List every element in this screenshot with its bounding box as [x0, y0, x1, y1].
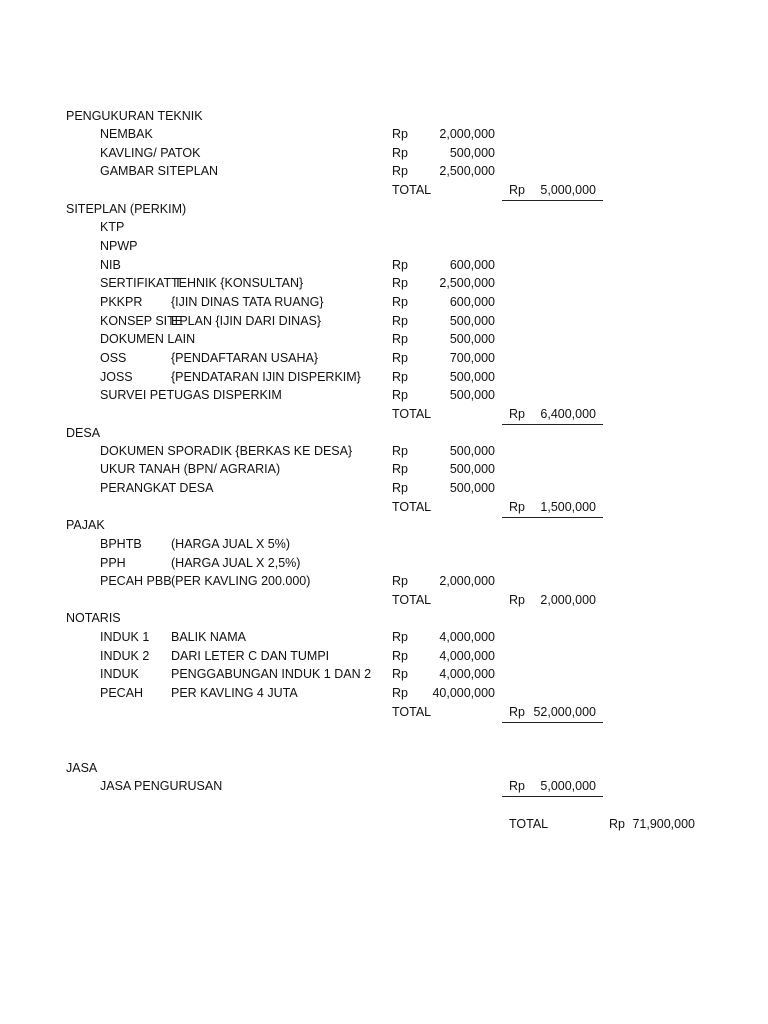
item-name: INDUK: [100, 667, 139, 681]
item-name: KONSEP SITE: [100, 314, 184, 328]
item-amount: 500,000: [449, 462, 495, 476]
currency-label: Rp: [392, 295, 408, 309]
item-note: {PENDAFTARAN USAHA}: [171, 351, 319, 365]
total-label: TOTAL: [392, 593, 432, 607]
currency-label: Rp: [392, 164, 408, 178]
subtotal-amount: 5,000,000: [540, 183, 596, 197]
item-name: DOKUMEN LAIN: [100, 332, 196, 346]
item-amount: 4,000,000: [439, 667, 495, 681]
item-note: EPLAN {IJIN DARI DINAS}: [171, 314, 322, 328]
total-label: TOTAL: [392, 407, 432, 421]
currency-label: Rp: [392, 276, 408, 290]
item-name: BPHTB: [100, 537, 142, 551]
currency-label: Rp: [392, 649, 408, 663]
item-amount: 2,000,000: [439, 127, 495, 141]
item-note: (HARGA JUAL X 5%): [171, 537, 291, 551]
subtotal-amount: 1,500,000: [540, 500, 596, 514]
item-name: PERANGKAT DESA: [100, 481, 214, 495]
item-note: PER KAVLING 4 JUTA: [171, 686, 298, 700]
item-note: BALIK NAMA: [171, 630, 247, 644]
item-amount: 2,500,000: [439, 164, 495, 178]
subtotal-amount: 52,000,000: [533, 705, 596, 719]
currency-label: Rp: [392, 481, 408, 495]
subtotal-amount: 2,000,000: [540, 593, 596, 607]
item-name: KTP: [100, 220, 125, 234]
item-name: UKUR TANAH (BPN/ AGRARIA): [100, 462, 281, 476]
currency-label: Rp: [509, 407, 525, 421]
item-name: NPWP: [100, 239, 138, 253]
item-name: OSS: [100, 351, 127, 365]
item-amount: 600,000: [449, 295, 495, 309]
item-amount: 500,000: [449, 332, 495, 346]
subtotal-amount: 5,000,000: [540, 779, 596, 793]
total-label: TOTAL: [392, 183, 432, 197]
item-amount: 600,000: [449, 258, 495, 272]
item-amount: 500,000: [449, 388, 495, 402]
item-note: TEHNIK {KONSULTAN}: [171, 276, 304, 290]
item-name: JASA PENGURUSAN: [100, 779, 223, 793]
item-note: {PENDATARAN IJIN DISPERKIM}: [171, 370, 361, 384]
item-name: PPH: [100, 556, 126, 570]
subtotal-underline: [502, 424, 603, 425]
item-name: PKKPR: [100, 295, 143, 309]
currency-label: Rp: [509, 183, 525, 197]
item-name: INDUK 1: [100, 630, 150, 644]
subtotal-underline: [502, 796, 603, 797]
subtotal-underline: [502, 200, 603, 201]
currency-label: Rp: [392, 630, 408, 644]
item-name: NEMBAK: [100, 127, 153, 141]
item-amount: 40,000,000: [432, 686, 495, 700]
currency-label: Rp: [392, 332, 408, 346]
item-amount: 2,000,000: [439, 574, 495, 588]
item-name: GAMBAR SITEPLAN: [100, 164, 219, 178]
currency-label: Rp: [392, 258, 408, 272]
item-name: SERTIFIKAT T: [100, 276, 182, 290]
section-title: SITEPLAN (PERKIM): [66, 202, 187, 216]
item-name: PECAH PBB: [100, 574, 172, 588]
item-name: NIB: [100, 258, 121, 272]
item-note: DARI LETER C DAN TUMPI: [171, 649, 330, 663]
item-name: INDUK 2: [100, 649, 150, 663]
item-amount: 4,000,000: [439, 630, 495, 644]
section-title: PAJAK: [66, 518, 105, 532]
currency-label: Rp: [392, 388, 408, 402]
item-note: (PER KAVLING 200.000): [171, 574, 311, 588]
item-note: (HARGA JUAL X 2,5%): [171, 556, 301, 570]
item-name: PECAH: [100, 686, 144, 700]
section-title: NOTARIS: [66, 611, 121, 625]
currency-label: Rp: [392, 444, 408, 458]
subtotal-amount: 6,400,000: [540, 407, 596, 421]
currency-label: Rp: [509, 705, 525, 719]
item-amount: 500,000: [449, 370, 495, 384]
currency-label: Rp: [392, 686, 408, 700]
item-amount: 500,000: [449, 146, 495, 160]
item-amount: 4,000,000: [439, 649, 495, 663]
item-amount: 500,000: [449, 444, 495, 458]
subtotal-underline: [502, 722, 603, 723]
currency-label: Rp: [392, 370, 408, 384]
section-title: PENGUKURAN TEKNIK: [66, 109, 203, 123]
currency-label: Rp: [392, 127, 408, 141]
total-label: TOTAL: [392, 500, 432, 514]
item-amount: 700,000: [449, 351, 495, 365]
item-amount: 2,500,000: [439, 276, 495, 290]
item-amount: 500,000: [449, 481, 495, 495]
currency-label: Rp: [509, 779, 525, 793]
currency-label: Rp: [392, 462, 408, 476]
currency-label: Rp: [392, 667, 408, 681]
grand-total-label: TOTAL: [509, 817, 549, 831]
item-name: DOKUMEN SPORADIK {BERKAS KE DESA}: [100, 444, 353, 458]
section-title: DESA: [66, 426, 101, 440]
item-note: {IJIN DINAS TATA RUANG}: [171, 295, 324, 309]
item-name: SURVEI PETUGAS DISPERKIM: [100, 388, 282, 402]
grand-total-amount: 71,900,000: [632, 817, 695, 831]
item-name: JOSS: [100, 370, 133, 384]
currency-label: Rp: [509, 500, 525, 514]
currency-label: Rp: [609, 817, 625, 831]
item-name: KAVLING/ PATOK: [100, 146, 201, 160]
currency-label: Rp: [392, 351, 408, 365]
item-amount: 500,000: [449, 314, 495, 328]
subtotal-underline: [502, 517, 603, 518]
currency-label: Rp: [509, 593, 525, 607]
section-title: JASA: [66, 761, 98, 775]
total-label: TOTAL: [392, 705, 432, 719]
item-note: PENGGABUNGAN INDUK 1 DAN 2: [171, 667, 372, 681]
currency-label: Rp: [392, 574, 408, 588]
currency-label: Rp: [392, 146, 408, 160]
currency-label: Rp: [392, 314, 408, 328]
